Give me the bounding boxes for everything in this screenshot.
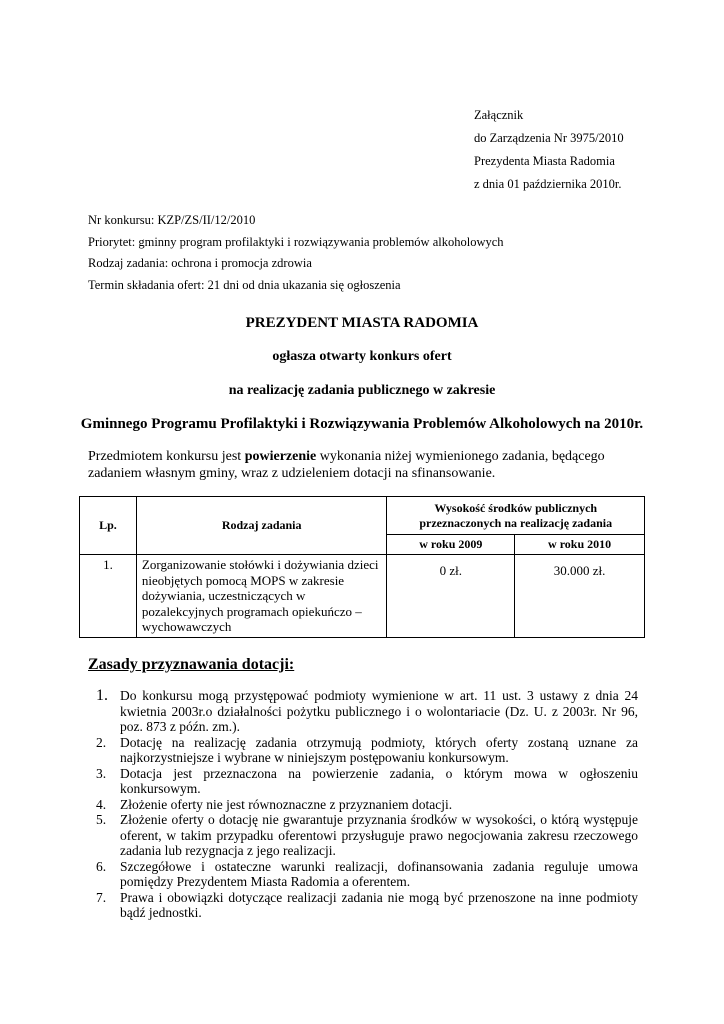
contest-task-type: Rodzaj zadania: ochrona i promocja zdrowia xyxy=(88,256,312,270)
item-text: Złożenie oferty nie jest równoznaczne z przyznaniem dotacji. xyxy=(120,796,453,812)
item-number: 6. xyxy=(96,858,107,874)
cell-2009: 0 zł. xyxy=(387,555,515,638)
heading-scope: na realizację zadania publicznego w zakresie xyxy=(228,383,496,398)
list-item xyxy=(88,812,638,859)
cell-lp: 1. xyxy=(80,555,137,638)
item-number: 1. xyxy=(96,687,108,704)
header-funds: Wysokość środków publicznych przeznaczonych na realizację zadania xyxy=(387,497,645,535)
cell-task: Zorganizowanie stołówki i dożywiania dzieci nieobjętych pomocą MOPS w zakresie dożywiania, uczestniczących w pozalekcyjnych programach opiekuńczo – wychowawczych xyxy=(136,555,387,638)
item-text: Do konkursu mogą przystępować podmioty wymienione w art. 11 ust. 3 ustawy z dnia 24 kwietnia 2003r.o działalności pożytku publicznego i o wolontariacie (Dz. U. z 2003r. Nr 96, poz. 873 z późn. zm.). xyxy=(120,688,638,734)
table-row xyxy=(80,555,645,638)
heading-program: Gminnego Programu Profilaktyki i Rozwiązywania Problemów Alkoholowych na 2010r. xyxy=(80,416,644,432)
header-task: Rodzaj zadania xyxy=(136,497,387,555)
cell-2010: 30.000 zł. xyxy=(515,555,645,638)
annex-line: Załącznik xyxy=(474,108,524,122)
intro-text-after: wykonania niżej wymienionego zadania, będącego zadaniem własnym gminy, wraz z udzieleniem dotacji na sfinansowanie. xyxy=(88,449,605,481)
intro-text-before: Przedmiotem konkursu jest xyxy=(88,449,245,464)
list-item xyxy=(88,797,638,813)
item-number: 5. xyxy=(96,812,107,827)
list-item xyxy=(88,890,638,921)
list-item xyxy=(88,859,638,890)
item-text: Złożenie oferty o dotację nie gwarantuje przyznania środków w wysokości, o którą występuje oferent, w takim przypadku oferentowi przysługuje prawo negocjowania zakresu rzeczowego zadania lub rezygnacja z jego realizacji. xyxy=(120,812,638,858)
intro-paragraph xyxy=(88,448,638,482)
item-text: Dotacja jest przeznaczona na powierzenie zadania, o którym mowa w ogłoszeniu konkursowym. xyxy=(120,765,638,796)
item-text: Szczegółowe i ostateczne warunki realizacji, dofinansowania zadania reguluje umowa pomiędzy Prezydentem Miasta Radomia a oferentem. xyxy=(120,858,638,889)
item-number: 7. xyxy=(96,889,107,905)
rules-title: Zasady przyznawania dotacji: xyxy=(88,656,295,673)
list-item xyxy=(88,688,638,735)
tasks-table xyxy=(79,496,645,638)
rules-list xyxy=(88,688,638,921)
contest-deadline: Termin składania ofert: 21 dni od dnia ukazania się ogłoszenia xyxy=(88,277,401,292)
header-lp: Lp. xyxy=(80,497,137,555)
list-item xyxy=(88,766,638,797)
list-item xyxy=(88,735,638,766)
item-text: Prawa i obowiązki dotyczące realizacji zadania nie mogą być przenoszone na inne podmioty bądź jednostki. xyxy=(120,889,638,920)
annex-block xyxy=(474,104,624,196)
annex-line: Prezydenta Miasta Radomia xyxy=(474,154,615,168)
heading-authority: PREZYDENT MIASTA RADOMIA xyxy=(245,315,479,331)
item-number: 2. xyxy=(96,734,107,750)
header-year-2009: w roku 2009 xyxy=(387,535,515,555)
item-text: Dotację na realizację zadania otrzymują podmioty, których oferty zostaną uznane za najkorzystniejsze i wybrane w niniejszym postępowaniu konkursowym. xyxy=(120,734,638,765)
intro-bold: powierzenie xyxy=(244,449,317,464)
annex-line: z dnia 01 października 2010r. xyxy=(474,177,622,191)
annex-line: do Zarządzenia Nr 3975/2010 xyxy=(474,131,624,145)
contest-number: Nr konkursu: KZP/ZS/II/12/2010 xyxy=(88,213,256,227)
contest-priority: Priorytet: gminny program profilaktyki i rozwiązywania problemów alkoholowych xyxy=(88,234,504,249)
item-number: 4. xyxy=(96,796,107,812)
contest-meta xyxy=(88,210,504,296)
heading-announces: ogłasza otwarty konkurs ofert xyxy=(272,349,452,364)
header-year-2010: w roku 2010 xyxy=(515,535,645,555)
item-number: 3. xyxy=(96,765,107,781)
